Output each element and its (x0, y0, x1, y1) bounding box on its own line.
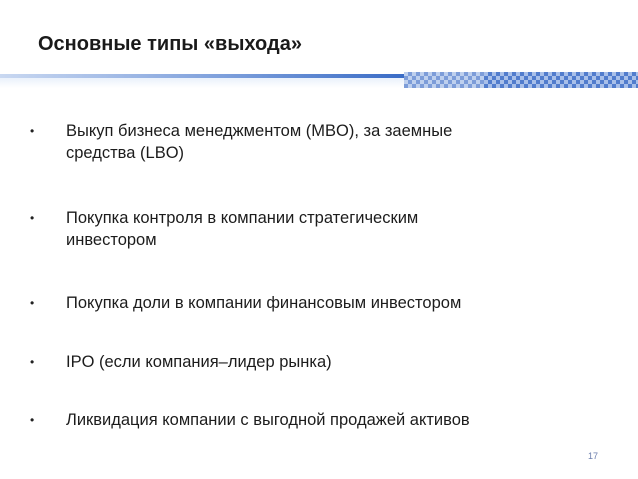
title-decoration-band (0, 72, 638, 96)
bullet-marker: • (30, 124, 35, 138)
bullet-text: Покупка контроля в компании стратегическим инвестором (66, 209, 419, 249)
bullet-marker: • (30, 355, 35, 369)
bullet-text: IPO (если компания–лидер рынка) (66, 353, 332, 371)
bullet-marker: • (30, 211, 35, 225)
page-number: 17 (588, 451, 599, 461)
bullet-text: Ликвидация компании с выгодной продажей активов (66, 411, 470, 429)
bullet-text: Покупка доли в компании финансовым инвестором (66, 294, 462, 312)
bullet-marker: • (30, 413, 35, 427)
bullet-text: Выкуп бизнеса менеджментом (MBO), за заемные средства (LBO) (66, 122, 453, 162)
slide-title: Основные типы «выхода» (38, 33, 302, 55)
bullet-marker: • (30, 296, 35, 310)
